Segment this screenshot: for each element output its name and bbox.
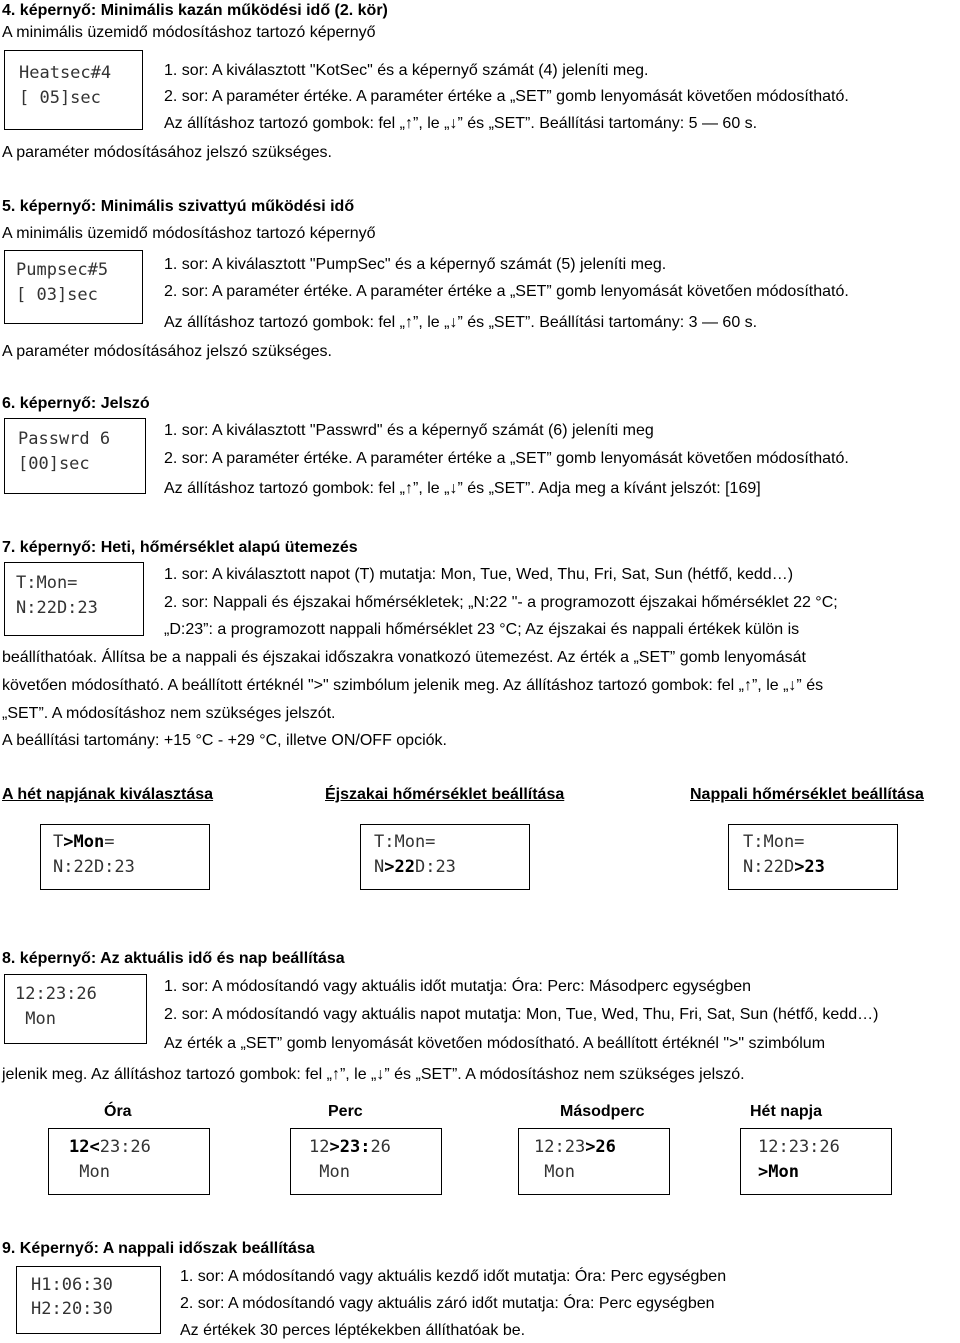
- lcd-line-1: T:Mon=: [374, 832, 436, 852]
- section-4-line-3: Az állításhoz tartozó gombok: fel „↑”, le „↓” és „SET”. Beállítási tartomány: 5 — 60 s.: [164, 115, 758, 132]
- section-8-line-2: 2. sor: A módosítandó vagy aktuális napot mutatja: Mon, Tue, Wed, Thu, Fri, Sat, Sun (hétfő, kedd…): [164, 1006, 879, 1023]
- section-6-title: 6. képernyő: Jelszó: [2, 395, 150, 412]
- section-5-subtitle: A minimális üzemidő módosításhoz tartozó képernyő: [2, 225, 376, 242]
- section-6-line-2: 2. sor: A paraméter értéke. A paraméter értéke a „SET” gomb lenyomását követően módosítható.: [164, 450, 849, 467]
- section-7-line-2: 2. sor: Nappali és éjszakai hőmérsékletek; „N:22 "- a programozott éjszakai hőmérséklet 22 °C;: [164, 594, 838, 611]
- lcd-line-1: 12>23:26: [309, 1137, 391, 1157]
- section-9-line-3: Az értékek 30 perces léptékekben állíthatóak be.: [180, 1322, 526, 1339]
- section-4-subtitle: A minimális üzemidő módosításhoz tartozó képernyő: [2, 24, 376, 41]
- lcd-line-1: 12<23:26: [69, 1137, 151, 1157]
- lcd-line-2: >Mon: [758, 1162, 799, 1182]
- section-9-title: 9. Képernyő: A nappali időszak beállítása: [2, 1240, 315, 1257]
- lcd-hour: [48, 1128, 210, 1195]
- section-4-title: 4. képernyő: Minimális kazán működési idő (2. kör): [2, 2, 388, 19]
- section-5-title: 5. képernyő: Minimális szivattyú működési idő: [2, 198, 355, 215]
- lcd-line-1: T:Mon=: [743, 832, 805, 852]
- section-7-line-1: 1. sor: A kiválasztott napot (T) mutatja: Mon, Tue, Wed, Thu, Fri, Sat, Sun (hétfő, kedd…): [164, 566, 794, 583]
- header-hour: Óra: [104, 1103, 132, 1120]
- header-night-temp: Éjszakai hőmérséklet beállítása: [325, 786, 565, 803]
- lcd-second: [518, 1128, 670, 1195]
- lcd-weekday: [740, 1128, 892, 1195]
- section-7-line-3: „D:23”: a programozott nappali hőmérséklet 23 °C; Az éjszakai és nappali értékek külön is: [164, 621, 800, 638]
- lcd-line-2: [00]sec: [18, 454, 90, 474]
- section-8-line-4: jelenik meg. Az állításhoz tartozó gombok: fel „↑”, le „↓” és „SET”. A módosításhoz nem szükséges jelszó.: [2, 1066, 745, 1083]
- section-4-note: A paraméter módosításához jelszó szükséges.: [2, 144, 332, 161]
- lcd-line-2: N:22D:23: [53, 857, 135, 877]
- lcd-night-temp: [360, 824, 530, 890]
- section-7-line-7: A beállítási tartomány: +15 °C - +29 °C, illetve ON/OFF opciók.: [2, 732, 447, 749]
- section-8-line-3: Az érték a „SET” gomb lenyomását követően módosítható. A beállított értéknél ">" szimbólum: [164, 1035, 826, 1052]
- lcd-line-2: Mon: [15, 1009, 56, 1029]
- lcd-line-1: T>Mon=: [53, 832, 115, 852]
- lcd-day-temp: [728, 824, 898, 890]
- section-4-line-2: 2. sor: A paraméter értéke. A paraméter értéke a „SET” gomb lenyomását követően módosítható.: [164, 88, 849, 105]
- lcd-line-1: Pumpsec#5: [16, 260, 109, 280]
- lcd-line-2: Mon: [69, 1162, 110, 1182]
- lcd-day-select: [40, 824, 210, 890]
- header-day-temp: Nappali hőmérséklet beállítása: [690, 786, 924, 803]
- section-7-line-6: „SET”. A módosításhoz nem szükséges jelszót.: [2, 705, 336, 722]
- lcd-line-1: T:Mon=: [16, 573, 78, 593]
- header-day-select: A hét napjának kiválasztása: [2, 786, 214, 803]
- lcd-screen-7: [4, 562, 144, 636]
- lcd-line-2: N>22D:23: [374, 857, 456, 877]
- lcd-screen-9: [16, 1266, 161, 1334]
- header-weekday: Hét napja: [750, 1103, 823, 1120]
- lcd-line-2: Mon: [534, 1162, 575, 1182]
- lcd-line-1: 12:23:26: [15, 984, 97, 1004]
- lcd-screen-4: [4, 50, 143, 130]
- section-5-note: A paraméter módosításához jelszó szükséges.: [2, 343, 332, 360]
- section-7-line-5: követően módosítható. A beállított értéknél ">" szimbólum jelenik meg. Az állításhoz tartozó gombok: fel „↑”, le „↓” és: [2, 677, 824, 694]
- section-7-line-4: beállíthatóak. Állítsa be a nappali és éjszakai időszakra vonatkozó ütemezést. Az érték a „SET” gomb lenyomását: [2, 649, 806, 666]
- section-8-title: 8. képernyő: Az aktuális idő és nap beállítása: [2, 950, 345, 967]
- lcd-line-2: [ 03]sec: [16, 285, 98, 305]
- section-5-line-1: 1. sor: A kiválasztott "PumpSec" és a képernyő számát (5) jeleníti meg.: [164, 256, 667, 273]
- section-5-line-3: Az állításhoz tartozó gombok: fel „↑”, le „↓” és „SET”. Beállítási tartomány: 3 — 60 s.: [164, 314, 758, 331]
- lcd-line-2: N:22D>23: [743, 857, 825, 877]
- lcd-line-2: H2:20:30: [31, 1299, 113, 1319]
- lcd-screen-6: [4, 418, 146, 494]
- lcd-line-2: Mon: [309, 1162, 350, 1182]
- section-7-title: 7. képernyő: Heti, hőmérséklet alapú ütemezés: [2, 539, 358, 556]
- section-6-line-1: 1. sor: A kiválasztott "Passwrd" és a képernyő számát (6) jeleníti meg: [164, 422, 654, 439]
- header-second: Másodperc: [560, 1103, 645, 1120]
- section-5-line-2: 2. sor: A paraméter értéke. A paraméter értéke a „SET” gomb lenyomását követően módosítható.: [164, 283, 849, 300]
- lcd-line-2: [ 05]sec: [19, 88, 101, 108]
- lcd-line-1: H1:06:30: [31, 1275, 113, 1295]
- lcd-screen-8: [4, 974, 147, 1044]
- section-6-line-3: Az állításhoz tartozó gombok: fel „↑”, le „↓” és „SET”. Adja meg a kívánt jelszót: [169]: [164, 480, 761, 497]
- section-4-line-1: 1. sor: A kiválasztott "KotSec" és a képernyő számát (4) jeleníti meg.: [164, 62, 649, 79]
- lcd-line-1: Passwrd 6: [18, 429, 111, 449]
- lcd-minute: [290, 1128, 442, 1195]
- section-8-line-1: 1. sor: A módosítandó vagy aktuális időt mutatja: Óra: Perc: Másodperc egységben: [164, 978, 751, 995]
- header-minute: Perc: [328, 1103, 363, 1120]
- lcd-line-1: 12:23:26: [758, 1137, 840, 1157]
- lcd-line-1: Heatsec#4: [19, 63, 112, 83]
- section-9-line-2: 2. sor: A módosítandó vagy aktuális záró időt mutatja: Óra: Perc egységben: [180, 1295, 715, 1312]
- section-9-line-1: 1. sor: A módosítandó vagy aktuális kezdő időt mutatja: Óra: Perc egységben: [180, 1268, 727, 1285]
- lcd-line-2: N:22D:23: [16, 598, 98, 618]
- lcd-screen-5: [4, 250, 143, 324]
- lcd-line-1: 12:23>26: [534, 1137, 616, 1157]
